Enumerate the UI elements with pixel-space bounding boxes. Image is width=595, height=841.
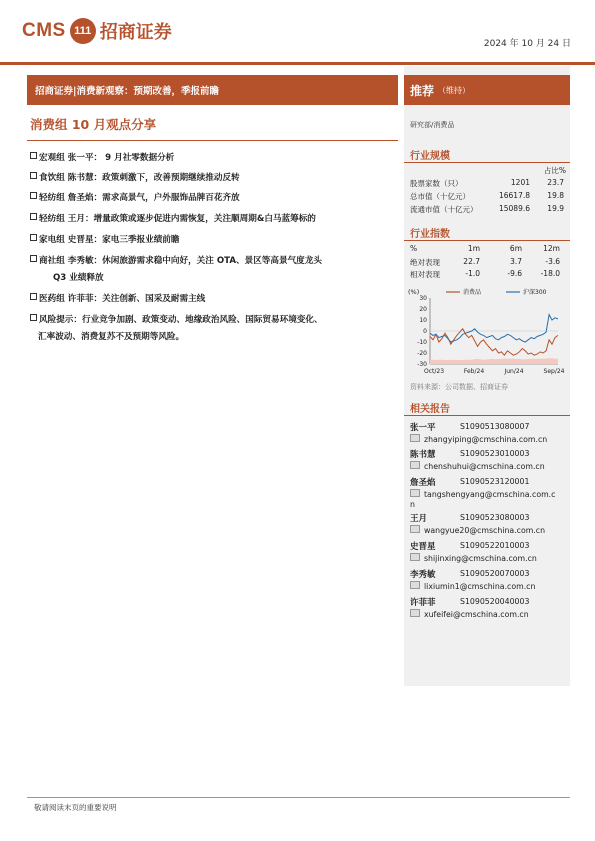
footer-disclaimer: 敬请阅读末页的重要说明 [34,803,117,812]
row-label: 绝对表现 [410,258,440,267]
analyst-email-link[interactable]: tangshengyang@cmschina.com.c [410,489,555,499]
bullet-square-icon [30,255,37,262]
bullet-light-textile-2: 轻纺组 王月：增量政策或逐步促进内需恢复，关注顺周期&白马蓝筹标的 [30,212,392,226]
analyst-name: 陈书慧 [410,450,436,460]
table-row [410,191,566,202]
bullet-square-icon [30,192,37,199]
bullet-square-icon [30,314,37,321]
mail-icon [410,489,420,497]
y-tick-label: 10 [419,317,427,324]
analyst-email-link[interactable]: chenshuhui@cmschina.com.cn [410,461,545,471]
y-tick-label: -20 [417,350,427,357]
analyst-code: S1090523120001 [460,477,530,486]
bullet-square-icon [30,234,37,241]
legend-label: 消费品 [463,289,482,296]
y-tick-label: 30 [419,295,427,302]
report-title: 消费组 10 月观点分享 [30,117,157,132]
row-value-1m: -1.0 [465,269,480,278]
analyst-email-link[interactable]: xufeifei@cmschina.com.cn [410,609,529,619]
bullet-commerce: 商社组 李秀敏：休闲旅游需求稳中向好，关注 OTA、景区等高景气度龙头 [30,254,392,268]
row-pct: 19.8 [547,191,564,200]
bullet-pharma: 医药组 许菲菲：关注创新、国采及耐需主线 [30,292,392,306]
analyst-code: S1090523080003 [460,513,530,522]
analyst-email-wrap: n [410,500,415,509]
rating-banner [404,75,570,105]
bullet-home-appliance: 家电组 史晋星：家电三季报业绩前瞻 [30,233,392,247]
mail-icon [410,525,420,533]
row-value: 16617.8 [498,191,530,200]
section-divider [404,240,570,241]
analyst-name: 史晋星 [410,542,436,552]
col-header: % [410,244,418,253]
table-header-row [410,244,566,255]
row-value: 1201 [510,178,530,187]
logo-badge-icon: 111 [70,18,96,44]
industry-scale-heading: 行业规模 [410,151,450,162]
analyst-name: 詹圣焰 [410,478,436,488]
x-tick-label: Oct/23 [423,368,445,375]
mail-icon [410,553,420,561]
analyst-name: 王月 [410,514,428,524]
bullet-square-icon [30,152,37,159]
bullet-risk-cont: 汇率波动、消费复苏不及预期等风险。 [38,332,185,342]
industry-index-heading: 行业指数 [410,229,450,240]
analyst-code: S1090523010003 [460,449,530,458]
section-divider [404,415,570,416]
bullet-food-beverage: 食饮组 陈书慧：政策刺激下，改善预期继续推动反转 [30,171,392,185]
bullet-light-textile-1: 轻纺组 詹圣焰：需求高景气，户外服饰品牌百花齐放 [30,191,392,205]
series-line-consumer [430,329,558,355]
section-divider [404,162,570,163]
series-line-csi300 [430,315,558,343]
research-department: 研究部/消费品 [410,121,455,129]
analyst-code: S1090520070003 [460,569,530,578]
y-axis-label: (%) [408,288,420,296]
logo-cms-text: CMS [22,20,66,41]
analyst-name: 李秀敏 [410,570,436,580]
header-divider [0,62,595,65]
mail-icon [410,581,420,589]
analyst-email-link[interactable]: wangyue20@cmschina.com.cn [410,525,545,535]
y-tick-label: 0 [423,328,427,335]
row-label: 流通市值（十亿元） [410,205,478,214]
bullet-commerce-cont: Q3 业绩释放 [53,273,104,283]
pct-column-header: 占比% [543,166,566,175]
row-label: 股票家数（只） [410,179,463,188]
col-header: 12m [543,244,560,253]
mail-icon [410,434,420,442]
analyst-email-link[interactable]: lixiumin1@cmschina.com.cn [410,581,535,591]
report-date: 2024 年 10 月 24 日 [483,39,571,49]
y-tick-label: 20 [419,306,427,313]
bullet-square-icon [30,172,37,179]
analyst-code: S1090522010003 [460,541,530,550]
rating-note: （维持） [438,85,471,95]
row-value-12m: -3.6 [545,257,560,266]
y-tick-label: -30 [417,361,427,368]
logo-chinese-text: 招商证券 [99,22,172,43]
analyst-code: S1090513080007 [460,422,530,431]
row-label: 总市值（十亿元） [410,192,470,201]
footer-divider [27,797,570,798]
analyst-code: S1090520040003 [460,597,530,606]
industry-index-chart [406,288,566,380]
x-tick-label: Feb/24 [463,368,485,375]
table-row [410,178,566,189]
table-header-row [410,165,566,176]
row-value-12m: -18.0 [540,269,560,278]
analyst-name: 张一平 [410,423,436,433]
row-value-6m: -9.6 [507,269,522,278]
table-row [410,269,566,280]
col-header: 1m [467,244,480,253]
bullet-risk: 风险提示：行业竞争加剧、政策变动、地缘政治风险、国际贸易环境变化、 [30,313,392,327]
analyst-name: 许菲菲 [410,598,436,608]
relative-performance-area [430,358,558,364]
legend-label: 沪深300 [523,289,547,296]
row-pct: 23.7 [547,178,564,187]
analyst-email-link[interactable]: shijinxing@cmschina.com.cn [410,553,537,563]
x-tick-label: Jun/24 [504,368,524,375]
bullet-square-icon [30,293,37,300]
mail-icon [410,461,420,469]
chart-source: 资料来源：公司数据、招商证券 [410,383,508,391]
row-value: 15089.6 [498,204,530,213]
col-header: 6m [509,244,522,253]
y-tick-label: -10 [417,339,427,346]
company-logo [22,16,172,46]
analyst-email-link[interactable]: zhangyiping@cmschina.com.cn [410,434,547,444]
table-row [410,257,566,268]
mail-icon [410,609,420,617]
bullet-macro: 宏观组 张一平： 9 月社零数据分析 [30,151,392,165]
row-value-1m: 22.7 [463,257,480,266]
related-reports-heading: 相关报告 [410,404,450,415]
table-row [410,204,566,215]
bullet-square-icon [30,213,37,220]
row-label: 相对表现 [410,270,440,279]
rating-label: 推荐 [410,83,435,98]
report-series-banner: 招商证券|消费新观察：预期改善，季报前瞻 [27,75,398,105]
row-value-6m: 3.7 [510,257,522,266]
title-divider [27,140,398,141]
x-tick-label: Sep/24 [543,368,565,375]
row-pct: 19.9 [547,204,564,213]
